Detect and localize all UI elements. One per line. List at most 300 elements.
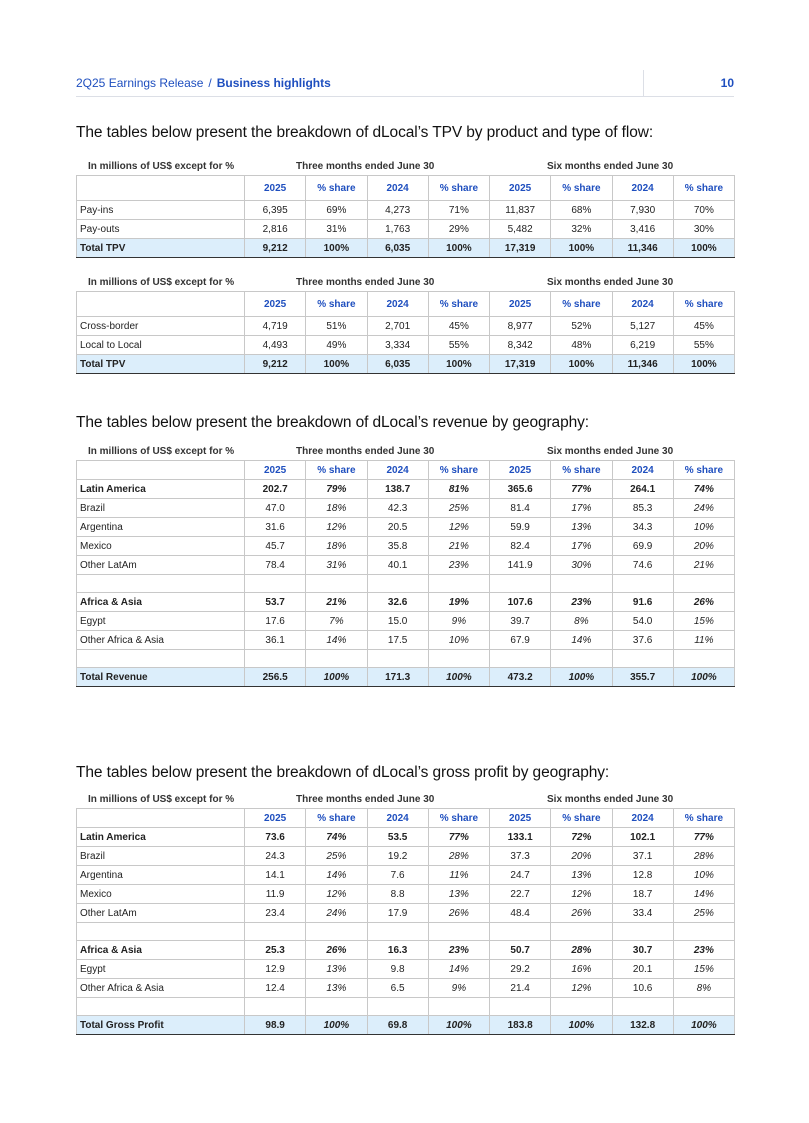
value-cell: 53.7 [245,593,306,612]
share-cell: 74% [306,828,367,847]
share-cell: 24% [306,904,367,923]
period-six-months: Six months ended June 30 [547,277,674,288]
value-cell: 2,816 [245,220,306,239]
value-cell: 9,212 [245,355,306,374]
share-cell: 23% [428,941,489,960]
share-cell: 23% [673,941,734,960]
share-cell: 77% [673,828,734,847]
value-cell: 365.6 [490,480,551,499]
empty-cell [306,575,367,593]
value-cell: 6,035 [367,355,428,374]
breadcrumb-doc: 2Q25 Earnings Release [76,76,204,90]
empty-cell [367,650,428,668]
share-cell: 100% [551,668,612,687]
value-cell: 17,319 [490,355,551,374]
value-cell: 107.6 [490,593,551,612]
share-cell: 100% [428,239,489,258]
share-cell: 77% [551,480,612,499]
value-cell: 8,342 [490,336,551,355]
share-cell: 26% [306,941,367,960]
value-cell: 3,416 [612,220,673,239]
column-header: % share [673,292,734,317]
column-header-blank [77,292,245,317]
share-cell: 13% [551,518,612,537]
value-cell: 21.4 [490,979,551,998]
value-cell: 138.7 [367,480,428,499]
value-cell: 4,493 [245,336,306,355]
share-cell: 68% [551,201,612,220]
share-cell: 71% [428,201,489,220]
value-cell: 1,763 [367,220,428,239]
empty-cell [551,998,612,1016]
value-cell: 35.8 [367,537,428,556]
row-label: Pay-outs [77,220,245,239]
share-cell: 100% [673,668,734,687]
share-cell: 100% [306,668,367,687]
share-cell: 19% [428,593,489,612]
share-cell: 9% [428,612,489,631]
period-header [76,443,734,460]
value-cell: 16.3 [367,941,428,960]
table-row [77,220,735,239]
share-cell: 100% [306,1016,367,1035]
share-cell: 100% [551,239,612,258]
empty-cell [428,650,489,668]
empty-cell [245,998,306,1016]
value-cell: 47.0 [245,499,306,518]
value-cell: 24.7 [490,866,551,885]
gross-profit-by-geography-table [76,808,735,1035]
share-cell: 11% [673,631,734,650]
row-label: Africa & Asia [77,593,245,612]
empty-cell [490,575,551,593]
column-header: 2025 [245,292,306,317]
row-label: Mexico [77,885,245,904]
share-cell: 13% [551,866,612,885]
share-cell: 100% [673,239,734,258]
spacer-row [77,998,735,1016]
value-cell: 17.9 [367,904,428,923]
value-cell: 91.6 [612,593,673,612]
value-cell: 2,701 [367,317,428,336]
table-row [77,885,735,904]
empty-cell [77,575,245,593]
share-cell: 18% [306,537,367,556]
empty-cell [612,650,673,668]
value-cell: 11,837 [490,201,551,220]
column-header: 2024 [612,809,673,828]
page-number: 10 [720,76,734,90]
period-header [76,158,734,175]
tpv-by-flow-table [76,291,735,374]
breadcrumb [76,76,331,90]
share-cell: 48% [551,336,612,355]
share-cell: 10% [673,866,734,885]
value-cell: 7,930 [612,201,673,220]
value-cell: 4,273 [367,201,428,220]
value-cell: 17.6 [245,612,306,631]
empty-cell [551,575,612,593]
period-six-months: Six months ended June 30 [547,794,674,805]
share-cell: 8% [551,612,612,631]
share-cell: 13% [306,979,367,998]
value-cell: 78.4 [245,556,306,575]
spacer-row [77,923,735,941]
column-header: % share [306,809,367,828]
value-cell: 9,212 [245,239,306,258]
empty-cell [367,998,428,1016]
tpv-section-title: The tables below present the breakdown of dLocal’s TPV by product and type of flow: [76,124,654,141]
row-label: Other LatAm [77,556,245,575]
share-cell: 28% [551,941,612,960]
value-cell: 54.0 [612,612,673,631]
value-cell: 6,219 [612,336,673,355]
period-header [76,791,734,808]
share-cell: 7% [306,612,367,631]
value-cell: 29.2 [490,960,551,979]
share-cell: 10% [428,631,489,650]
revenue-by-geography-table-block [76,443,734,687]
empty-cell [306,650,367,668]
value-cell: 256.5 [245,668,306,687]
share-cell: 24% [673,499,734,518]
share-cell: 55% [673,336,734,355]
empty-cell [551,650,612,668]
share-cell: 25% [673,904,734,923]
table-row [77,960,735,979]
units-label: In millions of US$ except for % [88,446,235,457]
empty-cell [306,923,367,941]
value-cell: 133.1 [490,828,551,847]
table-row [77,631,735,650]
column-header: 2024 [367,461,428,480]
share-cell: 14% [306,866,367,885]
table-row [77,979,735,998]
empty-cell [612,575,673,593]
share-cell: 77% [428,828,489,847]
column-header: % share [306,461,367,480]
value-cell: 12.8 [612,866,673,885]
column-header: 2024 [612,461,673,480]
column-header: 2025 [245,809,306,828]
empty-cell [428,575,489,593]
column-header-row [77,461,735,480]
tpv-by-product-table [76,175,735,258]
page-number-box [643,70,734,96]
value-cell: 9.8 [367,960,428,979]
spacer-row [77,575,735,593]
share-cell: 9% [428,979,489,998]
row-label: Cross-border [77,317,245,336]
value-cell: 98.9 [245,1016,306,1035]
column-header-blank [77,809,245,828]
column-header: % share [551,461,612,480]
value-cell: 202.7 [245,480,306,499]
row-label: Total TPV [77,355,245,374]
column-header: % share [673,461,734,480]
spacer-row [77,650,735,668]
share-cell: 14% [551,631,612,650]
column-header: % share [306,176,367,201]
empty-cell [77,650,245,668]
breadcrumb-separator: / [208,76,212,90]
share-cell: 25% [428,499,489,518]
empty-cell [673,650,734,668]
value-cell: 81.4 [490,499,551,518]
value-cell: 37.3 [490,847,551,866]
value-cell: 30.7 [612,941,673,960]
share-cell: 20% [673,537,734,556]
row-label: Local to Local [77,336,245,355]
share-cell: 29% [428,220,489,239]
share-cell: 100% [428,668,489,687]
share-cell: 21% [428,537,489,556]
tpv-by-product-table-block [76,158,734,258]
column-header: 2025 [490,176,551,201]
share-cell: 79% [306,480,367,499]
empty-cell [367,575,428,593]
share-cell: 72% [551,828,612,847]
empty-cell [306,998,367,1016]
share-cell: 12% [551,885,612,904]
column-header: 2025 [490,292,551,317]
share-cell: 14% [673,885,734,904]
column-header: 2024 [612,292,673,317]
share-cell: 26% [428,904,489,923]
share-cell: 12% [428,518,489,537]
row-label: Latin America [77,480,245,499]
value-cell: 37.6 [612,631,673,650]
period-three-months: Three months ended June 30 [296,446,435,457]
value-cell: 473.2 [490,668,551,687]
row-label: Total Revenue [77,668,245,687]
empty-cell [428,998,489,1016]
share-cell: 13% [428,885,489,904]
share-cell: 14% [306,631,367,650]
value-cell: 8.8 [367,885,428,904]
column-header: % share [551,809,612,828]
share-cell: 49% [306,336,367,355]
column-header: 2025 [245,461,306,480]
value-cell: 6,035 [367,239,428,258]
empty-cell [551,923,612,941]
units-label: In millions of US$ except for % [88,161,235,172]
empty-cell [490,923,551,941]
share-cell: 15% [673,612,734,631]
share-cell: 28% [428,847,489,866]
table-row [77,593,735,612]
share-cell: 17% [551,537,612,556]
share-cell: 69% [306,201,367,220]
column-header-row [77,809,735,828]
share-cell: 15% [673,960,734,979]
table-row [77,537,735,556]
value-cell: 12.4 [245,979,306,998]
value-cell: 74.6 [612,556,673,575]
column-header: % share [673,809,734,828]
period-six-months: Six months ended June 30 [547,161,674,172]
value-cell: 12.9 [245,960,306,979]
share-cell: 21% [306,593,367,612]
value-cell: 14.1 [245,866,306,885]
share-cell: 28% [673,847,734,866]
table-row [77,499,735,518]
row-label: Other Africa & Asia [77,979,245,998]
empty-cell [673,923,734,941]
column-header: % share [428,292,489,317]
row-label: Argentina [77,518,245,537]
share-cell: 25% [306,847,367,866]
table-row [77,518,735,537]
empty-cell [367,923,428,941]
share-cell: 31% [306,556,367,575]
share-cell: 18% [306,499,367,518]
empty-cell [490,650,551,668]
value-cell: 183.8 [490,1016,551,1035]
value-cell: 67.9 [490,631,551,650]
units-label: In millions of US$ except for % [88,794,235,805]
value-cell: 6.5 [367,979,428,998]
share-cell: 100% [428,1016,489,1035]
row-label: Mexico [77,537,245,556]
share-cell: 70% [673,201,734,220]
share-cell: 12% [306,885,367,904]
revenue-by-geography-table [76,460,735,687]
empty-cell [245,650,306,668]
column-header: 2025 [490,809,551,828]
column-header: % share [428,461,489,480]
value-cell: 8,977 [490,317,551,336]
total-row [77,1016,735,1035]
column-header-blank [77,176,245,201]
column-header: % share [306,292,367,317]
empty-cell [673,575,734,593]
row-label: Total Gross Profit [77,1016,245,1035]
column-header: 2025 [490,461,551,480]
period-three-months: Three months ended June 30 [296,161,435,172]
column-header: % share [673,176,734,201]
share-cell: 30% [673,220,734,239]
column-header: % share [551,176,612,201]
share-cell: 20% [551,847,612,866]
value-cell: 73.6 [245,828,306,847]
share-cell: 31% [306,220,367,239]
value-cell: 132.8 [612,1016,673,1035]
value-cell: 355.7 [612,668,673,687]
total-row [77,668,735,687]
share-cell: 100% [306,355,367,374]
value-cell: 141.9 [490,556,551,575]
value-cell: 45.7 [245,537,306,556]
value-cell: 4,719 [245,317,306,336]
value-cell: 10.6 [612,979,673,998]
table-row [77,480,735,499]
breadcrumb-section: Business highlights [216,76,331,90]
empty-cell [673,998,734,1016]
value-cell: 6,395 [245,201,306,220]
empty-cell [490,998,551,1016]
row-label: Other LatAm [77,904,245,923]
share-cell: 100% [428,355,489,374]
share-cell: 13% [306,960,367,979]
value-cell: 25.3 [245,941,306,960]
value-cell: 11.9 [245,885,306,904]
column-header: 2024 [367,809,428,828]
share-cell: 45% [673,317,734,336]
table-row [77,904,735,923]
empty-cell [245,575,306,593]
total-row [77,239,735,258]
tpv-by-flow-table-block [76,274,734,374]
share-cell: 23% [428,556,489,575]
share-cell: 26% [673,593,734,612]
value-cell: 5,127 [612,317,673,336]
value-cell: 264.1 [612,480,673,499]
share-cell: 51% [306,317,367,336]
value-cell: 53.5 [367,828,428,847]
table-row [77,317,735,336]
share-cell: 45% [428,317,489,336]
row-label: Egypt [77,612,245,631]
row-label: Egypt [77,960,245,979]
column-header: % share [551,292,612,317]
value-cell: 17,319 [490,239,551,258]
row-label: Other Africa & Asia [77,631,245,650]
share-cell: 55% [428,336,489,355]
value-cell: 50.7 [490,941,551,960]
share-cell: 8% [673,979,734,998]
share-cell: 32% [551,220,612,239]
row-label: Pay-ins [77,201,245,220]
share-cell: 74% [673,480,734,499]
value-cell: 5,482 [490,220,551,239]
share-cell: 81% [428,480,489,499]
empty-cell [612,998,673,1016]
column-header: 2024 [367,292,428,317]
column-header: % share [428,809,489,828]
row-label: Brazil [77,847,245,866]
gross-profit-by-geography-table-block [76,791,734,1035]
row-label: Brazil [77,499,245,518]
table-row [77,847,735,866]
share-cell: 100% [673,1016,734,1035]
value-cell: 23.4 [245,904,306,923]
value-cell: 69.8 [367,1016,428,1035]
value-cell: 11,346 [612,355,673,374]
total-row [77,355,735,374]
share-cell: 52% [551,317,612,336]
value-cell: 39.7 [490,612,551,631]
share-cell: 16% [551,960,612,979]
share-cell: 100% [306,239,367,258]
empty-cell [77,923,245,941]
column-header: 2025 [245,176,306,201]
gross-profit-section-title: The tables below present the breakdown of dLocal’s gross profit by geography: [76,764,610,781]
period-header [76,274,734,291]
units-label: In millions of US$ except for % [88,277,235,288]
value-cell: 20.5 [367,518,428,537]
value-cell: 42.3 [367,499,428,518]
share-cell: 21% [673,556,734,575]
share-cell: 26% [551,904,612,923]
value-cell: 48.4 [490,904,551,923]
row-label: Africa & Asia [77,941,245,960]
row-label: Argentina [77,866,245,885]
value-cell: 82.4 [490,537,551,556]
value-cell: 19.2 [367,847,428,866]
column-header-row [77,292,735,317]
value-cell: 3,334 [367,336,428,355]
